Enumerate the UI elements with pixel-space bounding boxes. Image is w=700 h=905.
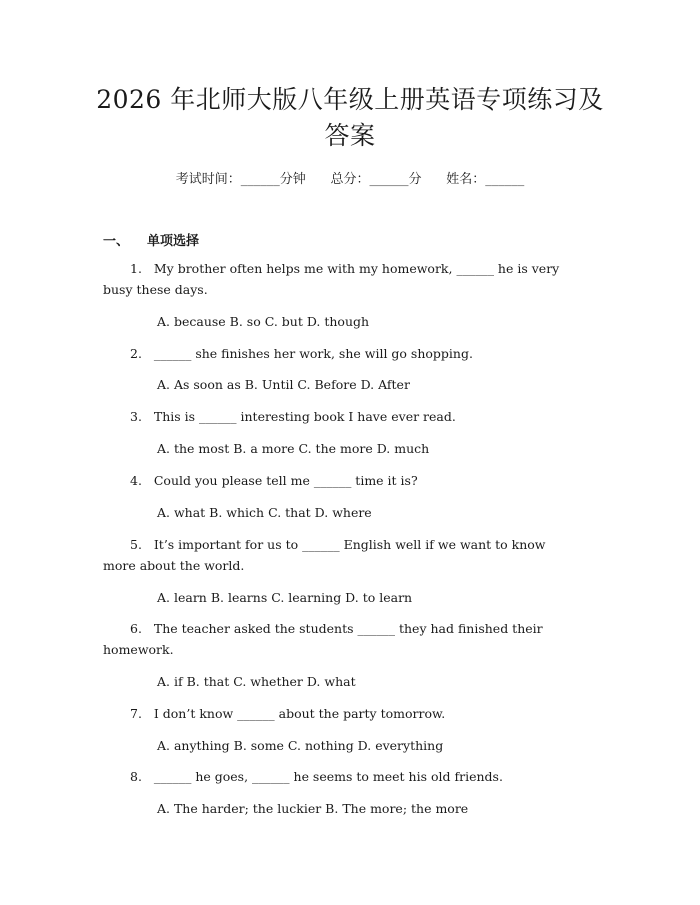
title-line-1: 2026 年北师大版八年级上册英语专项练习及: [96, 85, 604, 114]
question-7-text: [130, 704, 445, 724]
question-7-options: A. anything B. some C. nothing D. everything: [157, 738, 444, 753]
question-8-text: [130, 767, 503, 787]
question-4-options: A. what B. which C. that D. where: [157, 505, 372, 520]
section-heading: [103, 230, 199, 249]
question-1-continuation: busy these days.: [103, 282, 208, 297]
question-1-text: [130, 259, 559, 279]
section-title: 单项选择: [147, 234, 200, 249]
question-number: 6.: [130, 621, 142, 636]
page-title: [90, 82, 610, 154]
question-stem: Could you please tell me ______ time it is?: [153, 473, 418, 488]
question-5-text: [130, 535, 546, 555]
question-stem: ______ he goes, ______ he seems to meet his old friends.: [153, 769, 503, 784]
exam-info: 考试时间：______分钟 总分：______分 姓名：______: [175, 172, 525, 187]
question-3-text: [130, 407, 456, 427]
question-number: 7.: [130, 706, 142, 721]
question-5-continuation: more about the world.: [103, 558, 245, 573]
question-5-options: A. learn B. learns C. learning D. to learn: [157, 590, 413, 605]
question-8-options: A. The harder; the luckier B. The more; the more: [157, 801, 469, 816]
question-6-text: [130, 619, 543, 639]
question-6-options: A. if B. that C. whether D. what: [157, 674, 356, 689]
title-line-2: 答案: [324, 121, 376, 150]
question-number: 8.: [130, 769, 142, 784]
question-stem: ______ she finishes her work, she will go shopping.: [153, 346, 473, 361]
question-number: 3.: [130, 409, 142, 424]
question-3-options: A. the most B. a more C. the more D. much: [157, 441, 430, 456]
question-4-text: [130, 471, 418, 491]
question-stem: My brother often helps me with my homework, ______ he is very: [153, 261, 560, 276]
question-stem: It’s important for us to ______ English well if we want to know: [153, 537, 546, 552]
question-number: 2.: [130, 346, 142, 361]
section-number: 一、: [103, 234, 130, 249]
question-number: 1.: [130, 261, 142, 276]
question-number: 5.: [130, 537, 142, 552]
question-number: 4.: [130, 473, 142, 488]
question-2-options: A. As soon as B. Until C. Before D. After: [157, 377, 410, 392]
question-stem: This is ______ interesting book I have ever read.: [153, 409, 456, 424]
question-6-continuation: homework.: [103, 642, 174, 657]
question-stem: I don’t know ______ about the party tomorrow.: [153, 706, 446, 721]
question-1-options: A. because B. so C. but D. though: [157, 314, 370, 329]
question-stem: The teacher asked the students ______ they had finished their: [153, 621, 543, 636]
question-2-text: [130, 344, 473, 364]
